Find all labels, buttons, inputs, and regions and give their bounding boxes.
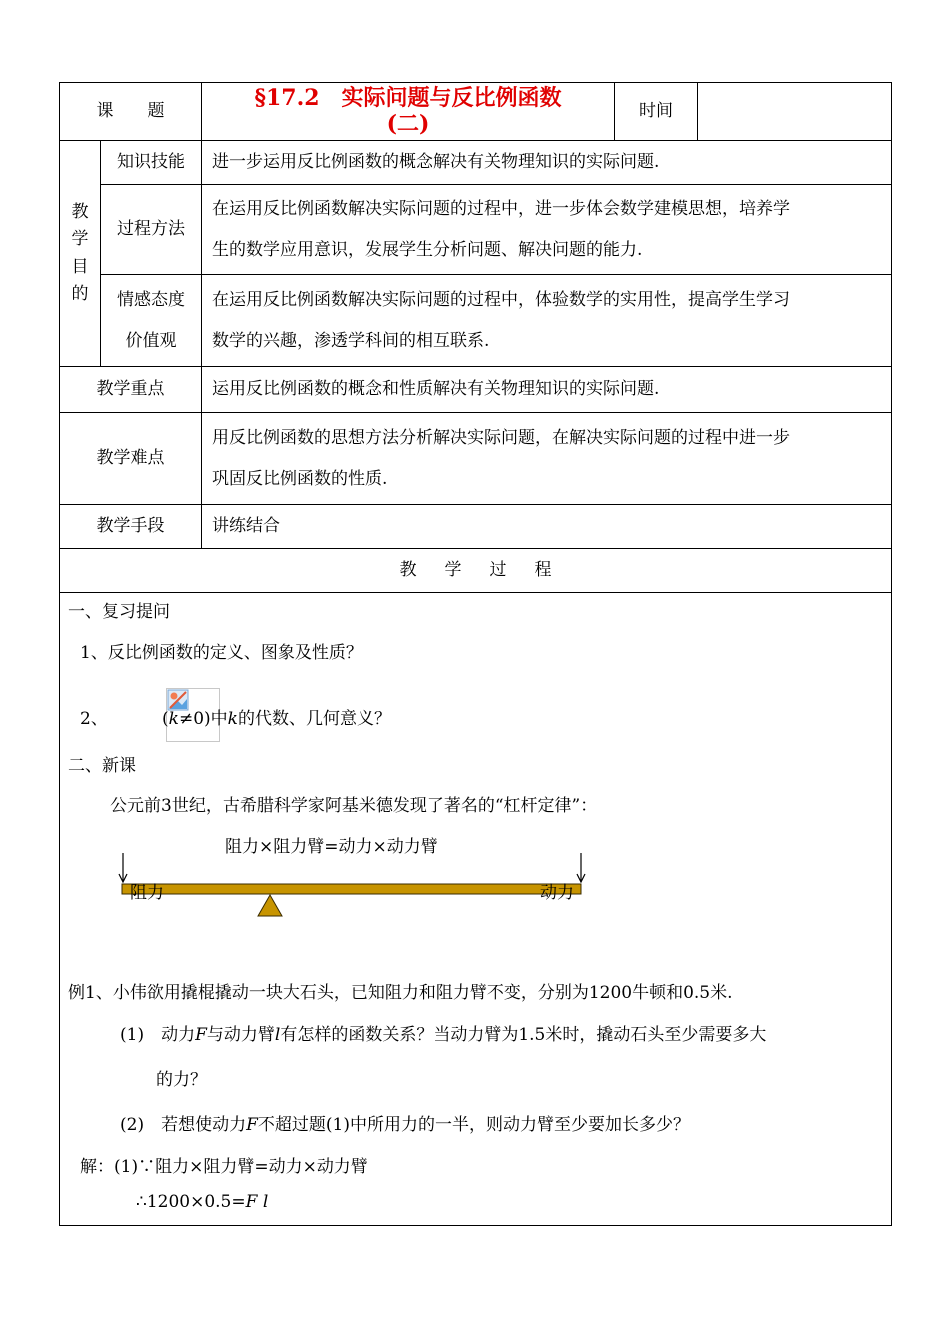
solution-line-1: 解：(1)∵阻力×阻力臂=动力×动力臂 xyxy=(80,1157,368,1177)
means-text: 讲练结合 xyxy=(202,505,892,549)
objective-text-process: 在运用反比例函数解决实际问题的过程中，进一步体会数学建模思想，培养学 生的数学应用意识，发展学生分析问题、解决问题的能力. xyxy=(202,185,892,275)
difficulty-text: 用反比例函数的思想方法分析解决实际问题，在解决实际问题的过程中进一步 巩固反比例函数的性质. xyxy=(202,413,892,505)
objective-text-knowledge: 进一步运用反比例函数的概念解决有关物理知识的实际问题. xyxy=(202,141,892,185)
question-1: 1、反比例函数的定义、图象及性质？ xyxy=(80,643,363,663)
key-point-label: 教学重点 xyxy=(60,367,202,413)
lever-intro: 公元前3世纪，古希腊科学家阿基米德发现了著名的“杠杆定律”： xyxy=(110,796,598,816)
lever-law: 阻力×阻力臂=动力×动力臂 xyxy=(225,837,438,857)
process-heading: 教 学 过 程 xyxy=(60,549,892,593)
topic-label: 课 题 xyxy=(60,83,202,141)
new-lesson-heading: 二、新课 xyxy=(68,756,136,776)
lever-diagram xyxy=(115,851,595,931)
header-row xyxy=(60,83,892,141)
example-part-2: (2) 若想使动力F不超过题(1)中所用力的一半，则动力臂至少要加长多少？ xyxy=(120,1115,690,1135)
lesson-plan-table xyxy=(59,82,892,1226)
objectives-group-label: 教 学 目 的 xyxy=(60,141,101,367)
key-point-row xyxy=(60,367,892,413)
objective-label-process: 过程方法 xyxy=(101,185,202,275)
difficulty-label: 教学难点 xyxy=(60,413,202,505)
objective-label-knowledge: 知识技能 xyxy=(101,141,202,185)
objective-row-process xyxy=(60,185,892,275)
difficulty-row xyxy=(60,413,892,505)
key-point-text: 运用反比例函数的概念和性质解决有关物理知识的实际问题. xyxy=(202,367,892,413)
example-1: 例1、小伟欲用撬棍撬动一块大石头，已知阻力和阻力臂不变，分别为1200牛顿和0.5米. xyxy=(68,983,733,1003)
time-label: 时间 xyxy=(615,83,698,141)
question-2-prefix: 2、 xyxy=(80,709,108,729)
objective-label-attitude: 情感态度 价值观 xyxy=(101,275,202,367)
lesson-title-line1: §17.2 实际问题与反比例函数 xyxy=(254,85,562,112)
time-value xyxy=(698,83,892,141)
process-body-row xyxy=(60,593,892,1226)
objective-text-attitude: 在运用反比例函数解决实际问题的过程中，体验数学的实用性，提高学生学习 数学的兴趣，渗透学科间的相互联系. xyxy=(202,275,892,367)
example-part-1: (1) 动力F与动力臂l有怎样的函数关系？当动力臂为1.5米时，撬动石头至少需要多大 xyxy=(120,1025,767,1045)
process-body xyxy=(60,593,892,1226)
lesson-title xyxy=(202,83,615,141)
example-part-1-cont: 的力？ xyxy=(156,1070,207,1090)
lever-beam xyxy=(122,884,581,894)
objective-row-attitude xyxy=(60,275,892,367)
process-heading-row xyxy=(60,549,892,593)
review-heading: 一、复习提问 xyxy=(68,602,170,622)
means-label: 教学手段 xyxy=(60,505,202,549)
lever-right-label: 动力 xyxy=(540,883,574,903)
lesson-title-line2: (二) xyxy=(386,110,430,137)
means-row xyxy=(60,505,892,549)
solution-line-2: ∴1200×0.5=F l xyxy=(136,1192,269,1212)
fulcrum-triangle xyxy=(258,895,282,916)
lever-left-label: 阻力 xyxy=(130,883,164,903)
question-2-text: (k≠0)中k的代数、几何意义？ xyxy=(162,709,391,729)
objective-row-knowledge xyxy=(60,141,892,185)
